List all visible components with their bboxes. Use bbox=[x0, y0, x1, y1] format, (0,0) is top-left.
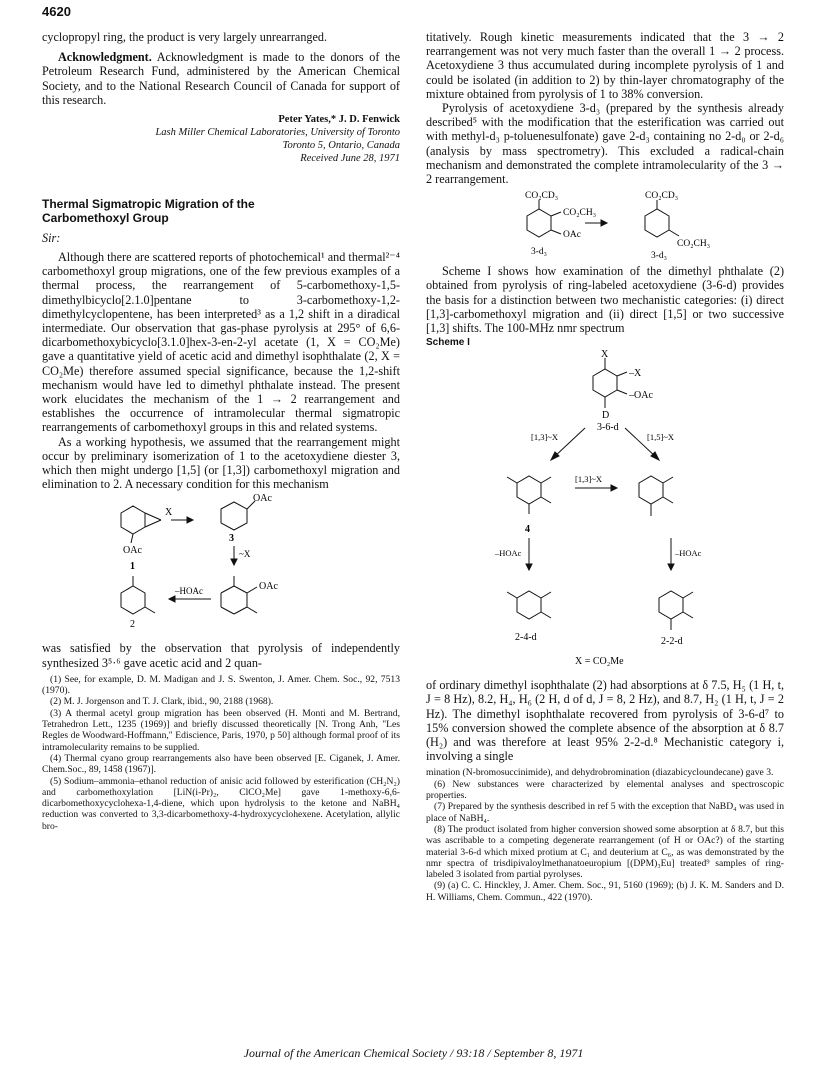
acknowledgment-heading: Acknowledgment. bbox=[58, 50, 152, 65]
compound-4-label: 4 bbox=[525, 524, 530, 536]
scheme-d-label: D bbox=[602, 410, 610, 422]
right-paragraph-2: Pyrolysis of acetoxydiene 3-d₃ (prepared by the synthesis already described⁵ with the modification that the esterification was carried out with methyl-d₃ p-toluenesulfonate) gave 2-d₃ containing no 2-d₀ or 2-d₆ (analysis by mass spectrometry). This excluded a radical-chain mechanism and demonstrated the complete intramolecularity of the 3 → 2 rearrangement. bbox=[426, 101, 784, 187]
scheme-x-right: –X bbox=[629, 368, 642, 380]
right-paragraph-1: titatively. Rough kinetic measurements indicated that the 3 → 2 rearrangement was not very much faster than the overall 1 → 2 process. Acetoxydiene 3 thus accumulated during incomplete pyrolysis of 1 and could be isolated (in addition to 2) by thin-layer chromatography of the mixture obtained from pyrolysis of 1 to 38% conversion. bbox=[426, 30, 784, 101]
affiliation-line-1: Lash Miller Chemical Laboratories, University of Toronto bbox=[155, 127, 400, 139]
footnote-6: (6) New substances were characterized by elemental analyses and spectroscopic properties. bbox=[426, 778, 784, 802]
authors: Peter Yates,* J. D. Fenwick bbox=[278, 114, 400, 126]
footnote-7: (7) Prepared by the synthesis described in ref 5 with the exception that NaBD₄ was used in place of NaBH₄. bbox=[426, 801, 784, 824]
article-title-line-1: Thermal Sigmatropic Migration of the bbox=[42, 197, 255, 212]
footnote-3: (3) A thermal acetyl group migration has been observed (H. Monti and M. Bertrand, Tetrahedron Lett., 1235 (1969)] and briefly discussed theoretically [N. Trong Anh, "Les Regles de Woodward-Hoffmann," Ediscience, Paris, 1970, p 50] although formal proof of its intramolecularity remains to be supplied. bbox=[42, 707, 400, 753]
affiliation-line-2: Toronto 5, Ontario, Canada bbox=[282, 140, 400, 152]
page-number: 4620 bbox=[42, 4, 71, 19]
right-paragraph-3: Scheme I shows how examination of the dimethyl phthalate (2) obtained from pyrolysis of ring-labeled acetoxydiene (3-6-d) provides the basis for a distinction between two mechanistic categories: (i) direct [1,3]-carbomethoxyl migration and (ii) direct [1,5] or two successive [1,3] shifts. The 100-MHz nmr spectrum bbox=[426, 264, 784, 336]
co2ch3-label: CO₂CH₃ bbox=[563, 208, 597, 219]
compound-3d3-right-label: 3-d₃ bbox=[651, 251, 667, 262]
co2cd3-label: CO₂CD₃ bbox=[525, 191, 559, 202]
fig-oac-label-2: OAc bbox=[259, 581, 278, 593]
left-paragraph-3: As a working hypothesis, we assumed that the rearrangement might occur by preliminary isomerization of 1 to the acetoxydiene diester 3, which then might undergo [1,5] (or [1,3]) carbomethoxyl migration and elimination to 2. A necessary condition for this mechanism bbox=[42, 434, 400, 492]
received-date: Received June 28, 1971 bbox=[300, 153, 400, 165]
left-column bbox=[42, 22, 400, 832]
article-title-line-2: Carbomethoxyl Group bbox=[42, 211, 169, 226]
right-column bbox=[426, 22, 784, 903]
scheme-1-to-2-figure bbox=[71, 491, 371, 641]
shift-x-label: ~X bbox=[239, 549, 251, 560]
footnote-5: (5) Sodium–ammonia–ethanol reduction of anisic acid followed by esterification (CH₂N₂) and carbomethoxylation [LiN(i-Pr)₂, ClCO₂Me] gave 1-methoxy-6,6-dicarbomethoxycyclohexa-1,4-diene, which upon hydrolysis to the ketone and NaBH₄ reduction was converted to 3,3-dicarbomethoxy-4-hydroxycyclohexene. Acetylation, allylic bro- bbox=[42, 775, 400, 832]
footnote-1: (1) See, for example, D. M. Madigan and J. S. Swenton, J. Amer. Chem. Soc., 92, 7513 (1970). bbox=[42, 673, 400, 697]
shift-13-label: [1,3]~X bbox=[531, 432, 559, 443]
hoac-label: –HOAc bbox=[175, 586, 203, 597]
co2cd3-label-right: CO₂CD₃ bbox=[645, 191, 679, 202]
shift-15-label: [1,5]~X bbox=[647, 432, 675, 443]
right-paragraph-4: of ordinary dimethyl isophthalate (2) had absorptions at δ 7.5, H₅ (1 H, t, J = 8 Hz), 8.2, H₄, H₆ (2 H, d of d, J = 8, 2 Hz), and 8.7, H₂ (1 H, t, J = 2 Hz). The dimethyl isophthalate recovered from pyrolysis of 3-6-d⁷ to 15% conversion showed the complete absence of the absorption at δ 8.7 (H₂) and was therefore at least 95% 2-2-d.⁸ Mechanistic category i, involving a single bbox=[426, 678, 784, 764]
co2ch3-label-right: CO₂CH₃ bbox=[677, 239, 711, 250]
fig-x-label: X bbox=[165, 507, 173, 519]
scheme-x-top: X bbox=[601, 349, 609, 361]
footnote-5-cont: mination (N-bromosuccinimide), and dehydrobromination (diazabicycloundecane) gave 3. bbox=[426, 767, 774, 779]
footnote-8: (8) The product isolated from higher conversion showed some absorption at δ 8.7, but this was ascribable to a competing degenerate rearrangement (of H or OAc?) of the starting material 3-6-d which mixed protium at C₁ and deuterium at C₆, as was demonstrated by the nmr spectra of trisdipivaloylmethanatoeuropium [(DPM)₃Eu] treated⁹ samples of ring-labeled 3 isolated from partial pyrolyses. bbox=[426, 823, 784, 881]
oac-label: OAc bbox=[563, 230, 581, 241]
left-paragraph-4: was satisfied by the observation that pyrolysis of independently synthesized 3⁵·⁶ gave acetic acid and 2 quan- bbox=[42, 641, 400, 670]
compound-3-6-d-label: 3-6-d bbox=[597, 422, 619, 434]
acknowledgment bbox=[42, 50, 400, 107]
x-definition: X = CO₂Me bbox=[575, 656, 624, 668]
scheme-i-figure bbox=[435, 348, 775, 678]
fig-oac-label-3: OAc bbox=[253, 493, 272, 505]
footnote-4: (4) Thermal cyano group rearrangements also have been observed [E. Ciganek, J. Amer. Chem.Soc., 89, 1458 (1967)]. bbox=[42, 752, 400, 776]
compound-3d3-left-label: 3-d₃ bbox=[531, 247, 547, 258]
footnote-2: (2) M. J. Jorgenson and T. J. Clark, ibid., 90, 2188 (1968). bbox=[50, 696, 274, 708]
compound-3-label: 3 bbox=[229, 533, 234, 545]
left-footnotes bbox=[42, 674, 400, 832]
left-paragraph-2: Although there are scattered reports of photochemical¹ and thermal²⁻⁴ carbomethoxyl group migrations, one of the few previous examples of a thermal process, the rearrangement of 5-carbomethoxy-1,5-dimethylbicyclo[2.1.0]pentane to 3-carbomethoxy-1,2-dimethylcyclopentene, has been interpreted³ as a 1,2 shift in a diradical intermediate. Our observation that gas-phase pyrolysis at 295° of 6,6-dicarbomethoxybicyclo[3.1.0]hex-3-en-2-yl acetate (1, X = CO₂Me) gave a quantitative yield of acetic acid and dimethyl isophthalate (2, X = CO₂Me) therefore assumed special significance, because the 1,2-shift mechanism would have led to dimethyl phthalate instead. The present work elucidates the mechanism of the 1 → 2 rearrangement and establishes the occurrence of intramolecular thermal sigmatropic rearrangements of carbomethoxyl groups in this and related systems. bbox=[42, 250, 400, 435]
scheme-label: Scheme I bbox=[426, 337, 470, 349]
right-footnotes bbox=[426, 767, 784, 903]
compound-2-2-d-label: 2-2-d bbox=[661, 636, 683, 648]
fig-oac-label: OAc bbox=[123, 545, 142, 557]
article-title bbox=[42, 197, 400, 225]
shift-13-label-2: [1,3]~X bbox=[575, 474, 603, 485]
scheme-oac-right: –OAc bbox=[629, 390, 653, 402]
salutation: Sir: bbox=[42, 231, 61, 246]
hoac-label-left: –HOAc bbox=[495, 548, 522, 559]
compound-1-label: 1 bbox=[130, 561, 135, 573]
footnote-9: (9) (a) C. C. Hinckley, J. Amer. Chem. Soc., 91, 5160 (1969); (b) J. K. M. Sanders and D. H. Williams, Chem. Commun., 422 (1970). bbox=[426, 880, 784, 903]
left-paragraph-1: cyclopropyl ring, the product is very largely unrearranged. bbox=[42, 30, 328, 44]
journal-footer: Journal of the American Chemical Society / 93:18 / September 8, 1971 bbox=[243, 1046, 584, 1060]
signature-block bbox=[42, 113, 400, 165]
compound-2-4-d-label: 2-4-d bbox=[515, 632, 537, 644]
hoac-label-right: –HOAc bbox=[675, 548, 702, 559]
acknowledgment-body: Acknowledgment is made to the donors of the Petroleum Research Fund, administered by the American Chemical Society, and to the National Research Council of Canada for support of this research. bbox=[42, 50, 400, 107]
scheme-d3-figure bbox=[475, 186, 735, 264]
compound-2-label: 2 bbox=[130, 619, 135, 631]
